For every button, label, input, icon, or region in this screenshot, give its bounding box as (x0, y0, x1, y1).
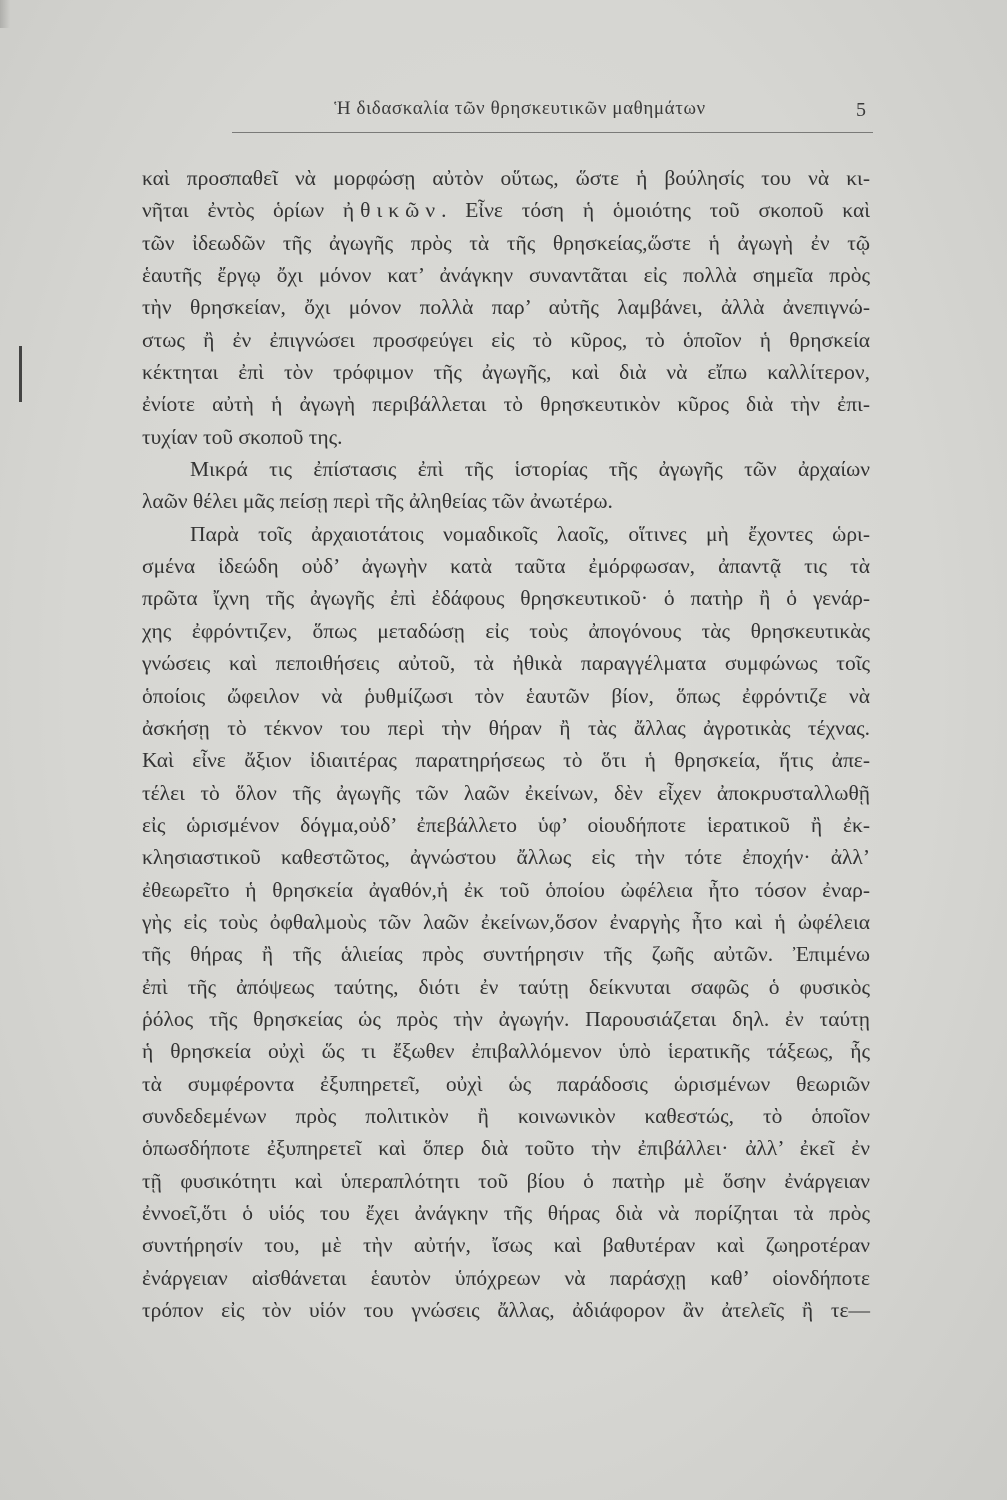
text-line: ῥόλος τῆς θρησκείας ὡς πρὸς τὴν ἀγωγήν. Παρουσιάζεται δηλ. ἐν ταύτῃ (142, 1006, 870, 1031)
text-line: ἀσκήσῃ τὸ τέκνον του περὶ τὴν θήραν ἢ τὰς ἄλλας ἀγροτικὰς τέχνας. (142, 715, 870, 740)
text-line: συνδεδεμένων πρὸς πολιτικὸν ἢ κοινωνικὸν καθεστώς, τὸ ὁποῖον (142, 1103, 870, 1128)
text-line: ἡ θρησκεία οὐχὶ ὥς τι ἔξωθεν ἐπιβαλλόμενον ὑπὸ ἱερατικῆς τάξεως, ἧς (142, 1039, 870, 1064)
text-line: εἰς ὡρισμένον δόγμα,οὐδ’ ἐπεβάλλετο ὑφ’ οἱουδήποτε ἱερατικοῦ ἢ ἐκ- (142, 812, 870, 837)
text-line: ὁποίοις ὤφειλον νὰ ῥυθμίζωσι τὸν ἑαυτῶν βίον, ὅπως ἐφρόντιζε νὰ (142, 683, 870, 708)
text-line: ὁπωσδήποτε ἐξυπηρετεῖ καὶ ὅπερ διὰ τοῦτο τὴν ἐπιβάλλει· ἀλλ’ ἐκεῖ ἐν (142, 1136, 870, 1161)
text-span: νῆται ἐντὸς ὁρίων (142, 198, 343, 223)
text-line: σμένα ἰδεώδη οὐδ’ ἀγωγὴν κατὰ ταῦτα ἐμόρφωσαν, ἀπαντᾷ τις τὰ (142, 554, 870, 579)
text-line: ἐθεωρεῖτο ἡ θρησκεία ἀγαθόν,ἡ ἐκ τοῦ ὁποίου ὠφέλεια ἦτο τόσον ἐναρ- (142, 877, 870, 902)
text-line: τῇ φυσικότητι καὶ ὑπεραπλότητι τοῦ βίου ὁ πατὴρ μὲ ὅσην ἐνάργειαν (142, 1168, 870, 1193)
text-line: τὴν θρησκείαν, ὄχι μόνον πολλὰ παρ’ αὐτῆς λαμβάνει, ἀλλὰ ἀνεπιγνώ- (142, 295, 870, 320)
text-line: τέλει τὸ ὅλον τῆς ἀγωγῆς τῶν λαῶν ἐκείνων, δὲν εἶχεν ἀποκρυσταλλωθῇ (142, 780, 870, 805)
running-title: Ἡ διδασκαλία τῶν θρησκευτικῶν μαθημάτων (334, 98, 706, 119)
text-line: πρῶτα ἴχνη τῆς ἀγωγῆς ἐπὶ ἐδάφους θρησκευτικοῦ· ὁ πατὴρ ἢ ὁ γενάρ- (142, 586, 870, 611)
text-line: κέκτηται ἐπὶ τὸν τρόφιμον τῆς ἀγωγῆς, καὶ διὰ νὰ εἴπω καλλίτερον, (142, 360, 870, 385)
text-line (142, 194, 870, 226)
text-line: γὴς εἰς τοὺς ὀφθαλμοὺς τῶν λαῶν ἐκείνων,ὅσον ἐναργὴς ἦτο καὶ ἡ ὠφέλεια (142, 909, 870, 934)
text-line: τῆς θήρας ἢ τῆς ἁλιείας πρὸς συντήρησιν τῆς ζωῆς αὐτῶν. Ἐπιμένω (142, 942, 870, 967)
text-line: καὶ προσπαθεῖ νὰ μορφώσῃ αὐτὸν οὕτως, ὥστε ἡ βούλησίς του νὰ κι- (142, 166, 870, 190)
text-line: τὰ συμφέροντα ἐξυπηρετεῖ, οὐχὶ ὡς παράδοσις ὡρισμένων θεωριῶν (142, 1071, 870, 1096)
scan-shadow (0, 0, 10, 28)
text-line: στως ἢ ἐν ἐπιγνώσει προσφεύγει εἰς τὸ κῦρος, τὸ ὁποῖον ἡ θρησκεία (142, 327, 870, 352)
text-span: . Εἶνε τόση ἡ ὁμοιότης τοῦ σκοποῦ καὶ (441, 198, 870, 223)
text-line: συντήρησίν του, μὲ τὴν αὐτήν, ἴσως καὶ βαθυτέραν καὶ ζωηροτέραν (142, 1233, 870, 1258)
text-line: γνώσεις καὶ πεποιθήσεις αὐτοῦ, τὰ ἠθικὰ παραγγέλματα συμφώνως τοῖς (142, 651, 870, 676)
text-line: τυχίαν τοῦ σκοποῦ της. (142, 424, 343, 449)
text-line: ἐνάργειαν αἰσθάνεται ἑαυτὸν ὑπόχρεων νὰ παράσχῃ καθ’ οἱονδήποτε (142, 1265, 870, 1290)
text-line: χης ἐφρόντιζεν, ὅπως μεταδώσῃ εἰς τοὺς ἀπογόνους τὰς θρησκευτικὰς (142, 618, 870, 643)
page-number: 5 (856, 99, 866, 121)
text-line: ἐνίοτε αὐτὴ ἡ ἀγωγὴ περιβάλλεται τὸ θρησκευτικὸν κῦρος διὰ τὴν ἐπι- (142, 392, 870, 417)
text-line: τρόπον εἰς τὸν υἱόν του γνώσεις ἄλλας, ἀδιάφορον ἂν ἀτελεῖς ἢ τε— (142, 1298, 870, 1323)
letter-spaced-word: ἠθικῶν (342, 198, 442, 223)
text-line: Μικρά τις ἐπίστασις ἐπὶ τῆς ἱστορίας τῆς ἀγωγῆς τῶν ἀρχαίων (190, 457, 870, 482)
text-line: Καὶ εἶνε ἄξιον ἰδιαιτέρας παρατηρήσεως τὸ ὅτι ἡ θρησκεία, ἥτις ἀπε- (142, 748, 870, 773)
text-line: ἐπὶ τῆς ἀπόψεως ταύτης, διότι ἐν ταύτῃ δείκνυται σαφῶς ὁ φυσικὸς (142, 974, 870, 999)
scan-artifact (19, 346, 22, 402)
text-line: ἑαυτῆς ἔργῳ ὄχι μόνον κατ’ ἀνάγκην συναντᾶται εἰς πολλὰ σημεῖα πρὸς (142, 263, 870, 288)
body-text (142, 162, 870, 1326)
text-line: λαῶν θέλει μᾶς πείσῃ περὶ τῆς ἀληθείας τῶν ἀνωτέρω. (142, 489, 613, 514)
text-line: τῶν ἰδεωδῶν τῆς ἀγωγῆς πρὸς τὰ τῆς θρησκείας,ὥστε ἡ ἀγωγὴ ἐν τῷ (142, 230, 870, 255)
header-rule (232, 132, 873, 133)
text-line: Παρὰ τοῖς ἀρχαιοτάτοις νομαδικοῖς λαοῖς, οἵτινες μὴ ἔχοντες ὡρι- (190, 521, 870, 546)
text-line: ἐννοεῖ,ὅτι ὁ υἱός του ἔχει ἀνάγκην τῆς θήρας διὰ νὰ πορίζηται τὰ πρὸς (142, 1201, 870, 1225)
text-line: κλησιαστικοῦ καθεστῶτος, ἀγνώστου ἄλλως εἰς τὴν τότε ἐποχήν· ἀλλ’ (142, 845, 870, 870)
